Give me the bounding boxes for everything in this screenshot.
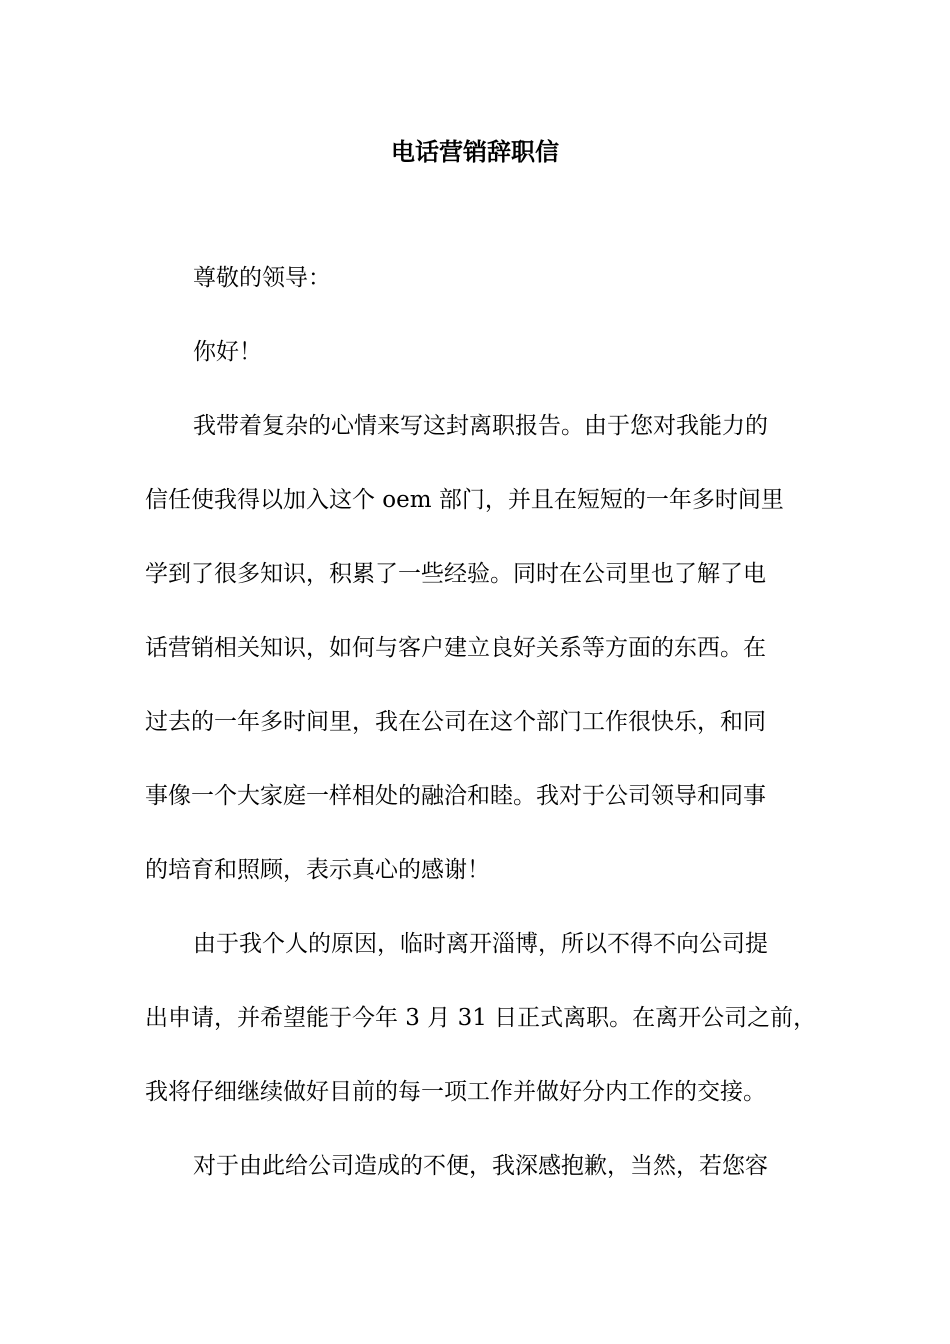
paragraph-line: 信任使我得以加入这个 oem 部门，并且在短短的一年多时间里 [145,487,784,513]
greeting: 你好！ [193,339,262,365]
paragraph-line: 我将仔细继续做好目前的每一项工作并做好分内工作的交接。 [145,1079,766,1105]
salutation: 尊敬的领导： [193,265,331,291]
paragraph-line: 话营销相关知识，如何与客户建立良好关系等方面的东西。在 [145,635,766,661]
letter-body [145,241,815,1203]
paragraph-line: 事像一个大家庭一样相处的融洽和睦。我对于公司领导和同事 [145,783,766,809]
paragraph-line: 由于我个人的原因，临时离开淄博，所以不得不向公司提 [193,931,768,957]
document-title: 电话营销辞职信 [391,137,559,166]
paragraph-line: 过去的一年多时间里，我在公司在这个部门工作很快乐，和同 [145,709,766,735]
paragraph-line: 学到了很多知识，积累了一些经验。同时在公司里也了解了电 [145,561,766,587]
paragraph-line: 我带着复杂的心情来写这封离职报告。由于您对我能力的 [193,413,768,439]
paragraph-line: 的培育和照顾，表示真心的感谢！ [145,857,490,883]
paragraph-line: 出申请，并希望能于今年 3 月 31 日正式离职。在离开公司之前， [145,1005,817,1031]
paragraph-line: 对于由此给公司造成的不便，我深感抱歉，当然，若您容 [193,1153,768,1179]
